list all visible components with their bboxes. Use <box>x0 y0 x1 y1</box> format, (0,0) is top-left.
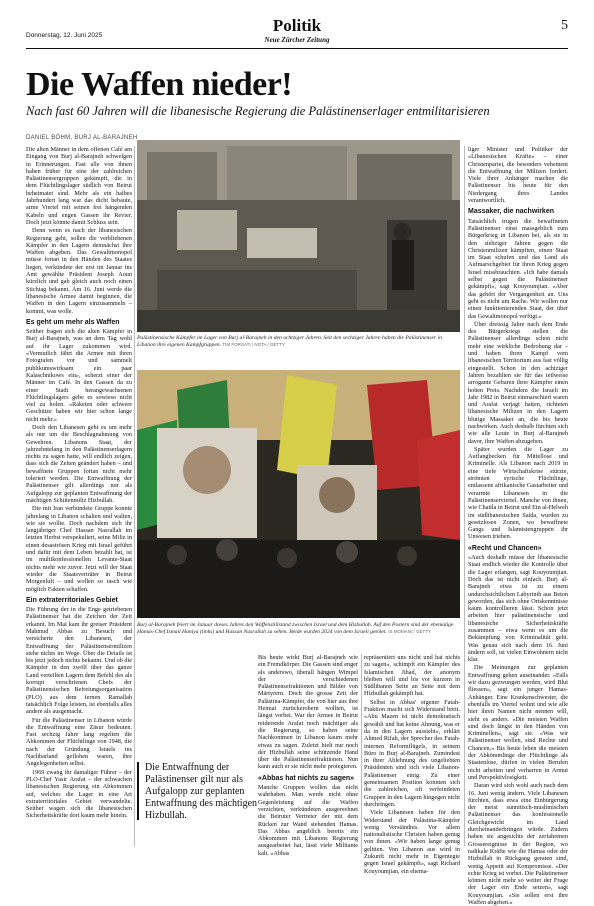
subheading: Es geht um mehr als Waffen <box>26 318 120 326</box>
paragraph: Die Meinungen zur geplanten Entwaffnung gehen auseinander. «Falls wir dazu gezwungen werden, wird Blut fliessen», sagt ein junger Hamas-Anhänger. Eine Krankenschwester, die ebenfalls im Viertel wohnt und wie alle hier ihren Namen nicht nennen will, sieht es anders. «Die meisten Waffen sind doch längst in den Händen von Kriminellen», sagt sie. «Was wir Palästinenser wollen, sind Rechte und Chancen.» Bis heute leben die meisten der Abkömmlinge der Flüchtlinge als Staatenlose, dürfen in vielen Berufen nicht arbeiten und verharren in Armut und Perspektivlosigkeit. <box>468 664 568 781</box>
paragraph: Später wurden die Lager zu Auffangbecken für Mittellose und Kriminelle. Als Libanon nach 2019 in eine tiefe Wirtschaftskrise stürzte, strömten syrische Flüchtlinge, entlassene afrikanische Gastarbeiter und verarmte Libanesen in die Palästinenserviertel. Manche von ihnen, wie Chatila in Beirut und Ein al-Helweh im südlibanesischen Saida, wurden zu gesetzlosen Zonen, wo bewaffnete Gangs und Islamistengruppen ihr Unwesen trieben. <box>468 445 569 541</box>
header-rule <box>26 48 568 49</box>
article-column-5 <box>468 146 569 906</box>
paragraph: Selbst in Abbas' eigener Fatah-Fraktion macht sich Widerstand breit. «Abu Mazen ist nicht demokratisch gewählt und hat keine Ahnung, was er da in den Lagern aussieht», erklärt Ahmed Rifah, der Sprecher des Fatah-internen Reformflügels, in seinem Büro in Burj al-Barajneh. Zumindest in ihrer Ablehnung des ungeliebten Präsidenten sind sich viele Libanon-Palästinenser einig. Zu einer gemeinsamen Position konnten sich die zahlreichen, oft verfeindeten Gruppen in den Lagern hingegen nicht durchringen. <box>364 698 460 808</box>
paragraph: Doch den Libanesen geht es um mehr als nur um die Beschlagnahmung von Gewehren. Libanons Staat, der jahrzehntelang in den Palästinenserlagern nichts zu sagen hatte, will endlich zeigen, dass sich die Zeiten geändert haben – und bewaffnete Gruppen fortan nicht mehr toleriert werden. Die Entwaffnung der Palästinenser gilt allerdings nur als Aufgalopp zur geplanten Entwaffnung der mächtigen Schiitenmiliz Hizbullah. <box>26 423 132 504</box>
paragraph: liger Minister und Politiker der «Libanesischen Kräfte» – einer Christenpartei, die besonders vehement die Entwaffnung der Milizen fordert. Viele ihrer Anhänger machen die Palästinenser bis heute für den Niedergang ihres Landes verantwortlich. <box>468 146 568 205</box>
publication-logo: Neue Zürcher Zeitung <box>264 36 330 44</box>
section-title: Politik <box>272 16 322 35</box>
subheading: «Abbas hat nichts zu sagen» <box>258 774 355 782</box>
historic-fighters-photo <box>137 140 460 332</box>
subheading: «Recht und Chancen» <box>468 544 542 552</box>
issue-date: Donnerstag, 12. Juni 2025 <box>26 32 103 39</box>
photo-illustration <box>137 140 460 332</box>
column-divider <box>134 146 135 846</box>
paragraph: Die mit Iran verbündete Gruppe konnte jahrelang in Libanon schalten und walten, wie sie wollte. Doch nachdem sich ihr langjähriger Chef Hassan Nasrallah im letzten Herbst verspekuliert, seine Miliz in einen desaströsen Krieg mit Israel geführt und dafür mit dem Leben bezahlt hat, ist im multikonfessionellen Levante-Staat nichts mehr wie zuvor. Jetzt will der Staat wieder die Staatsverträter in Beirut Morgenluft – und wollen so rasch wie möglich Fakten schaffen. <box>26 505 132 593</box>
photo2-caption <box>137 622 460 635</box>
subheading: Massaker, die nachwirken <box>468 208 554 216</box>
paragraph: repräsentiert uns nicht und hat nichts zu sagen», schimpft ein Kämpfer des Islamischen Jihad, der anonym bleiben will und bis vor kurzem in Südlibanon Seite an Seite mit dem Hizbullah gekämpft hat. <box>364 654 460 698</box>
paragraph: Über dreissig Jahre nach dem Ende des Bürgerkriegs stellen die Palästinenser allerdings schon nicht mehr eine wirkliche Bedrohung dar – und haben ihren Kampf vom libanesischen Territorium aus fast völlig eingestellt. Schon in den achtziger Jahren bezahlten sie für das teilweise arrogante Gebaren ihrer Kämpfer einen hohen Preis. Nachdem die Israeli im Jahr 1982 in Beirut einmarschiert waren und Arafat verjagt hatten, richteten libanesische Milizen in den Lagern blutige Massaker an, die bis heute nachwirken. Auch deshalb fürchten sich wie alle Leute in Burj al-Barajneh davor, ihre Waffen abzugeben. <box>468 320 568 445</box>
photo-credit: IS MOMANI / GETTY <box>388 628 431 634</box>
paragraph: Denn wenn es nach der libanesischen Regierung geht, sollen die verbliebenen Kämpfer in den Lagern demnächst ihre Waffen abgeben. Das Gewaltmonopol müsse fortan in den Händen des Staates liegen, verkündete der erst im Januar ins Amt gewählte Präsident Joseph Aoun kürzlich und gab gleich auch noch einen Stichtag bekannt. Am 16. Juni werde die libanesische Armee damit beginnen, die Waffen in den Lagern einzusammeln – kommt, was wolle. <box>26 227 132 315</box>
subheading: Ein extraterritoriales Gebiet <box>26 596 118 604</box>
paragraph: Bis heute wirkt Burj al-Barajneh wie ein Fremdkörper. Die Gassen sind enger als anderswo, überall hängen Wimpel der verschiedenen Palästinensefraktionen und Bilder von Märtyrern. Doch die grosse Zeit der Palästina-Kämpfer, die von hier aus ihre Heimat zurückerobern wollten, ist längst vorbei. War der Armee in Beirut reiderende Arafat noch mächtiger als die Regierung, so haben seine Nachkommen in Libanon kaum mehr etwas zu sagen. Zuletzt hielt nur noch der Hizbullah seine schützende Hand über die Palästinenserfraktionen. Nun kann auch er sie nicht mehr protegieren. <box>258 654 358 771</box>
article-byline: DANIEL BÖHM, BURJ AL-BARAJNEH <box>26 135 138 141</box>
ceasefire-celebration-photo <box>137 370 460 618</box>
paragraph: Daran wird sich wohl auch nach dem 16. Juni wenig ändern. Viele Libanesen fürchten, dass etwa eine Einbürgerung der meist sunnitisch-muslimischen Palästinenser das konfessionelle Gleichgewicht im Land durcheinanderbringen würde. Zudem haben sie angesichts der zerfahrenen Grossereignisse in der Region, wo radikale Kräfte wie die Hamas oder der Hizbullah in Rückgang geraten sind, wenig Appetit auf Kompromisse. «Der echte Krieg ist vorbei. Die Palästinenser können nicht mehr so weiter der Frage der Lager ein Ende setzen», sagt Kouyoumjian. «Sie sollen erst ihre Waffen abgeben.» <box>468 782 568 906</box>
pullquote: Die Entwaffnung der Palästinenser gilt nur als Aufgalopp zur geplanten Entwaffnung des mächtigen Hizbullah. <box>145 762 258 821</box>
page-number: 5 <box>561 18 568 33</box>
article-column-4 <box>364 654 460 875</box>
paragraph: Für die Palästinenser in Libanon würde die Entwaffnung eine Zäsur bedeuten. Fast sechzig Jahre lang regelten die Abkommen der Flüchtlinge von 1948, die nach der Gründung Israels ins Nachbarland geflohen waren, ihre Angelegenheiten selbst. <box>26 716 132 768</box>
article-column-1 <box>26 146 132 846</box>
page-header <box>26 10 568 46</box>
paragraph: Die alten Männer in dem offenen Café am Eingang von Burj al-Barajneh schwelgen in Erinnerungen. Fast alle von ihnen haben früher für eine der zahlreichen Palästinensergruppen gekämpft, die in dem Flüchtlingslager südlich von Beirut beheimatet sind. Mehr als ein halbes Jahrhundert lang war das dicht bebaute, arme Viertel mit seinen frei hängenden Kabeln und engen Gassen ihr Revier. Doch jetzt könnte damit Schluss sein. <box>26 146 132 226</box>
article-column-3 <box>258 654 358 857</box>
paragraph: Seither fragen sich die alten Kämpfer in Burj al-Barajneh, was an dem Tag wohl auf ihr Lager zukommen wird. «Vermutlich fährt die Armee mit ihren Fotografen vor und sammelt publikumswirksam ein paar Kalaschnikows ein», scherzt einer der Männer im Café. In den Gassen da zu einer Stadt herangewachsenen Flüchtlingslagers gebe es sowieso nicht viel zu holen. «Raketen oder schwere Geschütze haben wir hier schon lange nicht mehr.» <box>26 328 132 423</box>
paragraph: Manche Gruppen wollen das nicht wahrhaben. Man werde nicht ohne Gegenleistung auf die Waffen verzichten, verkündeten ausgerechnet die Beiruter Vertreter der mit dem Rücken zur Wand stehenden Hamas. Das Abbas angeblich bereits ein Abkommen mit Libanons Regierung ausgearbeitet hat, lässt viele Militante kalt. «Abbas <box>258 784 358 857</box>
column-divider <box>464 146 465 846</box>
photo-illustration <box>137 370 460 618</box>
paragraph: Tatsächlich trugen die bewaffneten Palästinenser einst massgeblich zum Bürgerkrieg in Libanon bei, als sie in den siebziger Jahren gegen die Christenmilizen kämpften, einen Staat im Staat schufen und das Land als Aufmarschgebiet für ihren Krieg gegen Israel missbrauchten. «Ich habe damals selbst gegen die Palästinenser gekämpft», sagt Kouyoumjian. «Aber das gehört der Vergangenheit an. Uns geht es nicht um Rache. Wir wollen nur einen funktionierenden Staat, der über das Gewaltmonopol verfügt.» <box>468 217 568 320</box>
article-title: Die Waffen nieder! <box>26 66 293 103</box>
paragraph: 1969 zwang ihr damaliger Führer – der PLO-Chef Yasir Arafat – der schwachen libanesischen Regierung ein Abkommen auf, welches die Lager in eine Art extraterritoriales Gebiet verwandelte. Seither wagen sich die libanesischen Sicherheitskräfte dort kaum mehr hinein. <box>26 768 132 820</box>
photo-credit: TIM FORSATI / NOTA / GETTY <box>222 341 286 347</box>
caption-text: Palästinensische Kämpfer im Lager von Burj al-Barajneh in den achtziger Jahren. Seit den sechziger Jahren haben die Palästinenser in Libanon ihre eigenen Kampfgruppen. <box>137 335 442 348</box>
paragraph: Die Führung der in die Enge getriebenen Palästinenser hat die Zeichen der Zeit erkannt. Im Mai kam ihr greiser Präsident Mahmud Abbas zu Besuch und versicherte den Libanesen, der Entwaffnung der Palästinensermilizen stehe nichts im Wege. Über die Details ist bis jetzt jedoch nichts bekannt. Und ob die Kämpfer in den zwölf über das ganze Land verteilten Lagern dem Befehl des als korrupt verschrienen Chefs der Palästinensischen Befreiungsorganisation (PLO) aus dem fernen Ramallah tatsächlich Folge leisten, ist ebenfalls alles andere als ausgemacht. <box>26 606 132 716</box>
paragraph: «Auch deshalb müsse der libanesische Staat endlich wieder die Kontrolle über die Lager erlangen, sagt Kouyoumjian. Doch das ist nicht einfach. Burj al-Barajneh etwa ist zu einem undurchsichtlichen Labyrinth aus Beton geworden, das sich ohne Ortskenntnisse kaum kontrollieren lässt. Schon jetzt arbeiten hier palästinensische und libanesische Sicherheitskräfte zusammen – etwa wenn es um die Bekämpfung von Kriminalität geht. Was genau sich nach dem 16. Juni ändern soll, ist vielen Einwohnern nicht klar. <box>468 554 568 664</box>
pullquote-bar <box>137 762 139 820</box>
paragraph: Viele Libanesen haben für den Widerstand der Palästina-Kämpfer wenig Verständnis. Vor allem nationalistische Christen haben genug von ihnen. «Wir haben lange genug gelitten. Von Libanon aus wird in Zukunft nicht mehr in Eigentegie gegen Israel gekämpft», sagt Richard Kouyoumjian, ein ehema- <box>364 809 460 875</box>
photo1-caption <box>137 335 460 348</box>
article-lead: Nach fast 60 Jahren will die libanesische Regierung die Palästinenserlager entmilitarisieren <box>26 104 490 118</box>
caption-text: Burj al-Barajneh feiert im Januar dieses Jahres den Waffenstillstand zwischen Israel und dem Hizbullah. Auf den Postern sind der ehemalige Hamas-Chef Ismail Haniya (links) und Hassan Nasrallah zu sehen. Beide wurden 2024 von dem Israeli getötet. <box>137 622 454 635</box>
column-divider <box>361 654 362 854</box>
